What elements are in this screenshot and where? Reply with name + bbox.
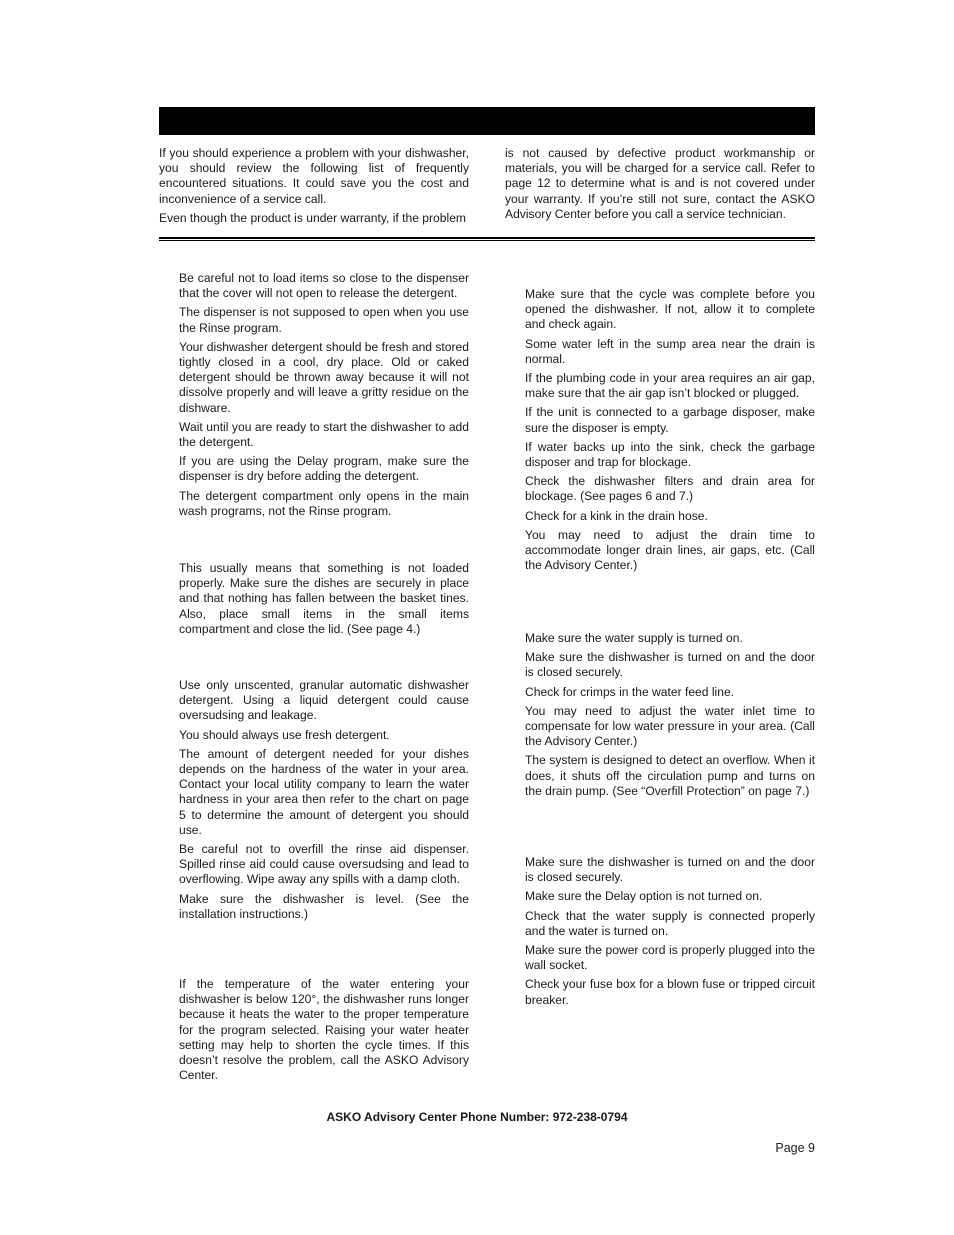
intro-left-column bbox=[159, 146, 469, 230]
intro-right-column bbox=[505, 146, 815, 226]
tip-item: The detergent compartment only opens in the main wash programs, not the Rinse program. bbox=[179, 488, 469, 518]
tip-item: This usually means that something is not loaded properly. Make sure the dishes are securely in place and that nothing has fallen between the basket tines. Also, place small items in the small items compartment and close the lid. (See page 4.) bbox=[179, 561, 469, 636]
advisory-phone-number: ASKO Advisory Center Phone Number: 972-238-0794 bbox=[326, 1110, 628, 1124]
divider-rule bbox=[159, 237, 815, 239]
tip-group-drain bbox=[525, 287, 815, 577]
tip-item: Make sure the Delay option is not turned on. bbox=[525, 889, 763, 904]
intro-paragraph: Even though the product is under warranty, if the problem bbox=[159, 210, 466, 225]
tip-item: Check the dishwasher filters and drain area for blockage. (See pages 6 and 7.) bbox=[525, 474, 815, 504]
tip-item: Wait until you are ready to start the dishwasher to add the detergent. bbox=[179, 419, 469, 450]
divider-rule bbox=[159, 240, 815, 241]
tip-item: Make sure the dishwasher is turned on and the door is closed securely. bbox=[525, 855, 815, 885]
tip-item: Use only unscented, granular automatic dishwasher detergent. Using a liquid detergent could cause oversudsing and leakage. bbox=[179, 678, 469, 723]
tip-item: Be careful not to overfill the rinse aid dispenser. Spilled rinse aid could cause oversudsing and lead to overflowing. Wipe away any spills with a damp cloth. bbox=[179, 842, 469, 887]
tip-group-wont-start bbox=[525, 855, 815, 1012]
tip-group-noise bbox=[179, 561, 469, 641]
tip-item: You should always use fresh detergent. bbox=[179, 727, 390, 742]
tip-item: Check for crimps in the water feed line. bbox=[525, 684, 735, 699]
tip-item: The dispenser is not supposed to open when you use the Rinse program. bbox=[179, 305, 469, 335]
tip-item: Make sure the water supply is turned on. bbox=[525, 631, 743, 645]
tip-group-suds bbox=[179, 678, 469, 926]
tip-item: Make sure the dishwasher is turned on and the door is closed securely. bbox=[525, 650, 815, 680]
tip-item: If the temperature of the water entering your dishwasher is below 120°, the dishwasher runs longer because it heats the water to the proper temperature for the program selected. Raising your water heater setting may help to shorten the cycle times. If this doesn’t resolve the problem, call the ASKO Advisory Center. bbox=[179, 977, 469, 1083]
tip-item: Check your fuse box for a blown fuse or tripped circuit breaker. bbox=[525, 977, 815, 1007]
section-header-bar bbox=[159, 107, 815, 135]
tip-item: The amount of detergent needed for your dishes depends on the hardness of the water in your area. Contact your local utility company to learn the water hardness in your area then refer to the chart on page 5 to determine the amount of detergent you should use. bbox=[179, 746, 469, 837]
tip-group-dispenser bbox=[179, 271, 469, 523]
tip-item: If the plumbing code in your area requires an air gap, make sure that the air gap isn’t blocked or plugged. bbox=[525, 371, 815, 401]
tip-item: Make sure the power cord is properly plugged into the wall socket. bbox=[525, 943, 815, 973]
tip-group-water-fill bbox=[525, 631, 815, 803]
tip-item: If water backs up into the sink, check the garbage disposer and trap for blockage. bbox=[525, 439, 815, 470]
tip-item: Check that the water supply is connected properly and the water is turned on. bbox=[525, 908, 815, 938]
tip-item: Make sure that the cycle was complete before you opened the dishwasher. If not, allow it to complete and check again. bbox=[525, 287, 815, 332]
tip-item: Your dishwasher detergent should be fresh and stored tightly closed in a cool, dry place. Old or caked detergent should be thrown away because it will not dissolve properly and will leave a gritty residue on the dishware. bbox=[179, 339, 469, 415]
intro-paragraph: If you should experience a problem with your dishwasher, you should review the following list of frequently encountered situations. It could save you the cost and inconvenience of a service call. bbox=[159, 146, 469, 206]
tip-item: The system is designed to detect an overflow. When it does, it shuts off the circulation pump and turns on the drain pump. (See “Overfill Protection” on page 7.) bbox=[525, 753, 815, 798]
tip-item: Check for a kink in the drain hose. bbox=[525, 508, 708, 523]
tip-group-cycle-time bbox=[179, 977, 469, 1087]
tip-item: Some water left in the sump area near the drain is normal. bbox=[525, 336, 815, 366]
intro-paragraph: is not caused by defective product workmanship or materials, you will be charged for a service call. Refer to page 12 to determine what is and is not covered under your warranty. If you’re still not sure, contact the ASKO Advisory Center before you call a service technician. bbox=[505, 146, 815, 221]
tip-item: If you are using the Delay program, make sure the dispenser is dry before adding the detergent. bbox=[179, 454, 469, 484]
tip-item: You may need to adjust the water inlet time to compensate for low water pressure in your area. (Call the Advisory Center.) bbox=[525, 703, 815, 749]
page-number: Page 9 bbox=[775, 1141, 815, 1155]
tip-item: Be careful not to load items so close to the dispenser that the cover will not open to release the detergent. bbox=[179, 271, 469, 301]
tip-item: You may need to adjust the drain time to accommodate longer drain lines, air gaps, etc. (Call the Advisory Center.) bbox=[525, 527, 815, 573]
tip-item: Make sure the dishwasher is level. (See the installation instructions.) bbox=[179, 891, 469, 921]
tip-item: If the unit is connected to a garbage disposer, make sure the disposer is empty. bbox=[525, 405, 815, 435]
